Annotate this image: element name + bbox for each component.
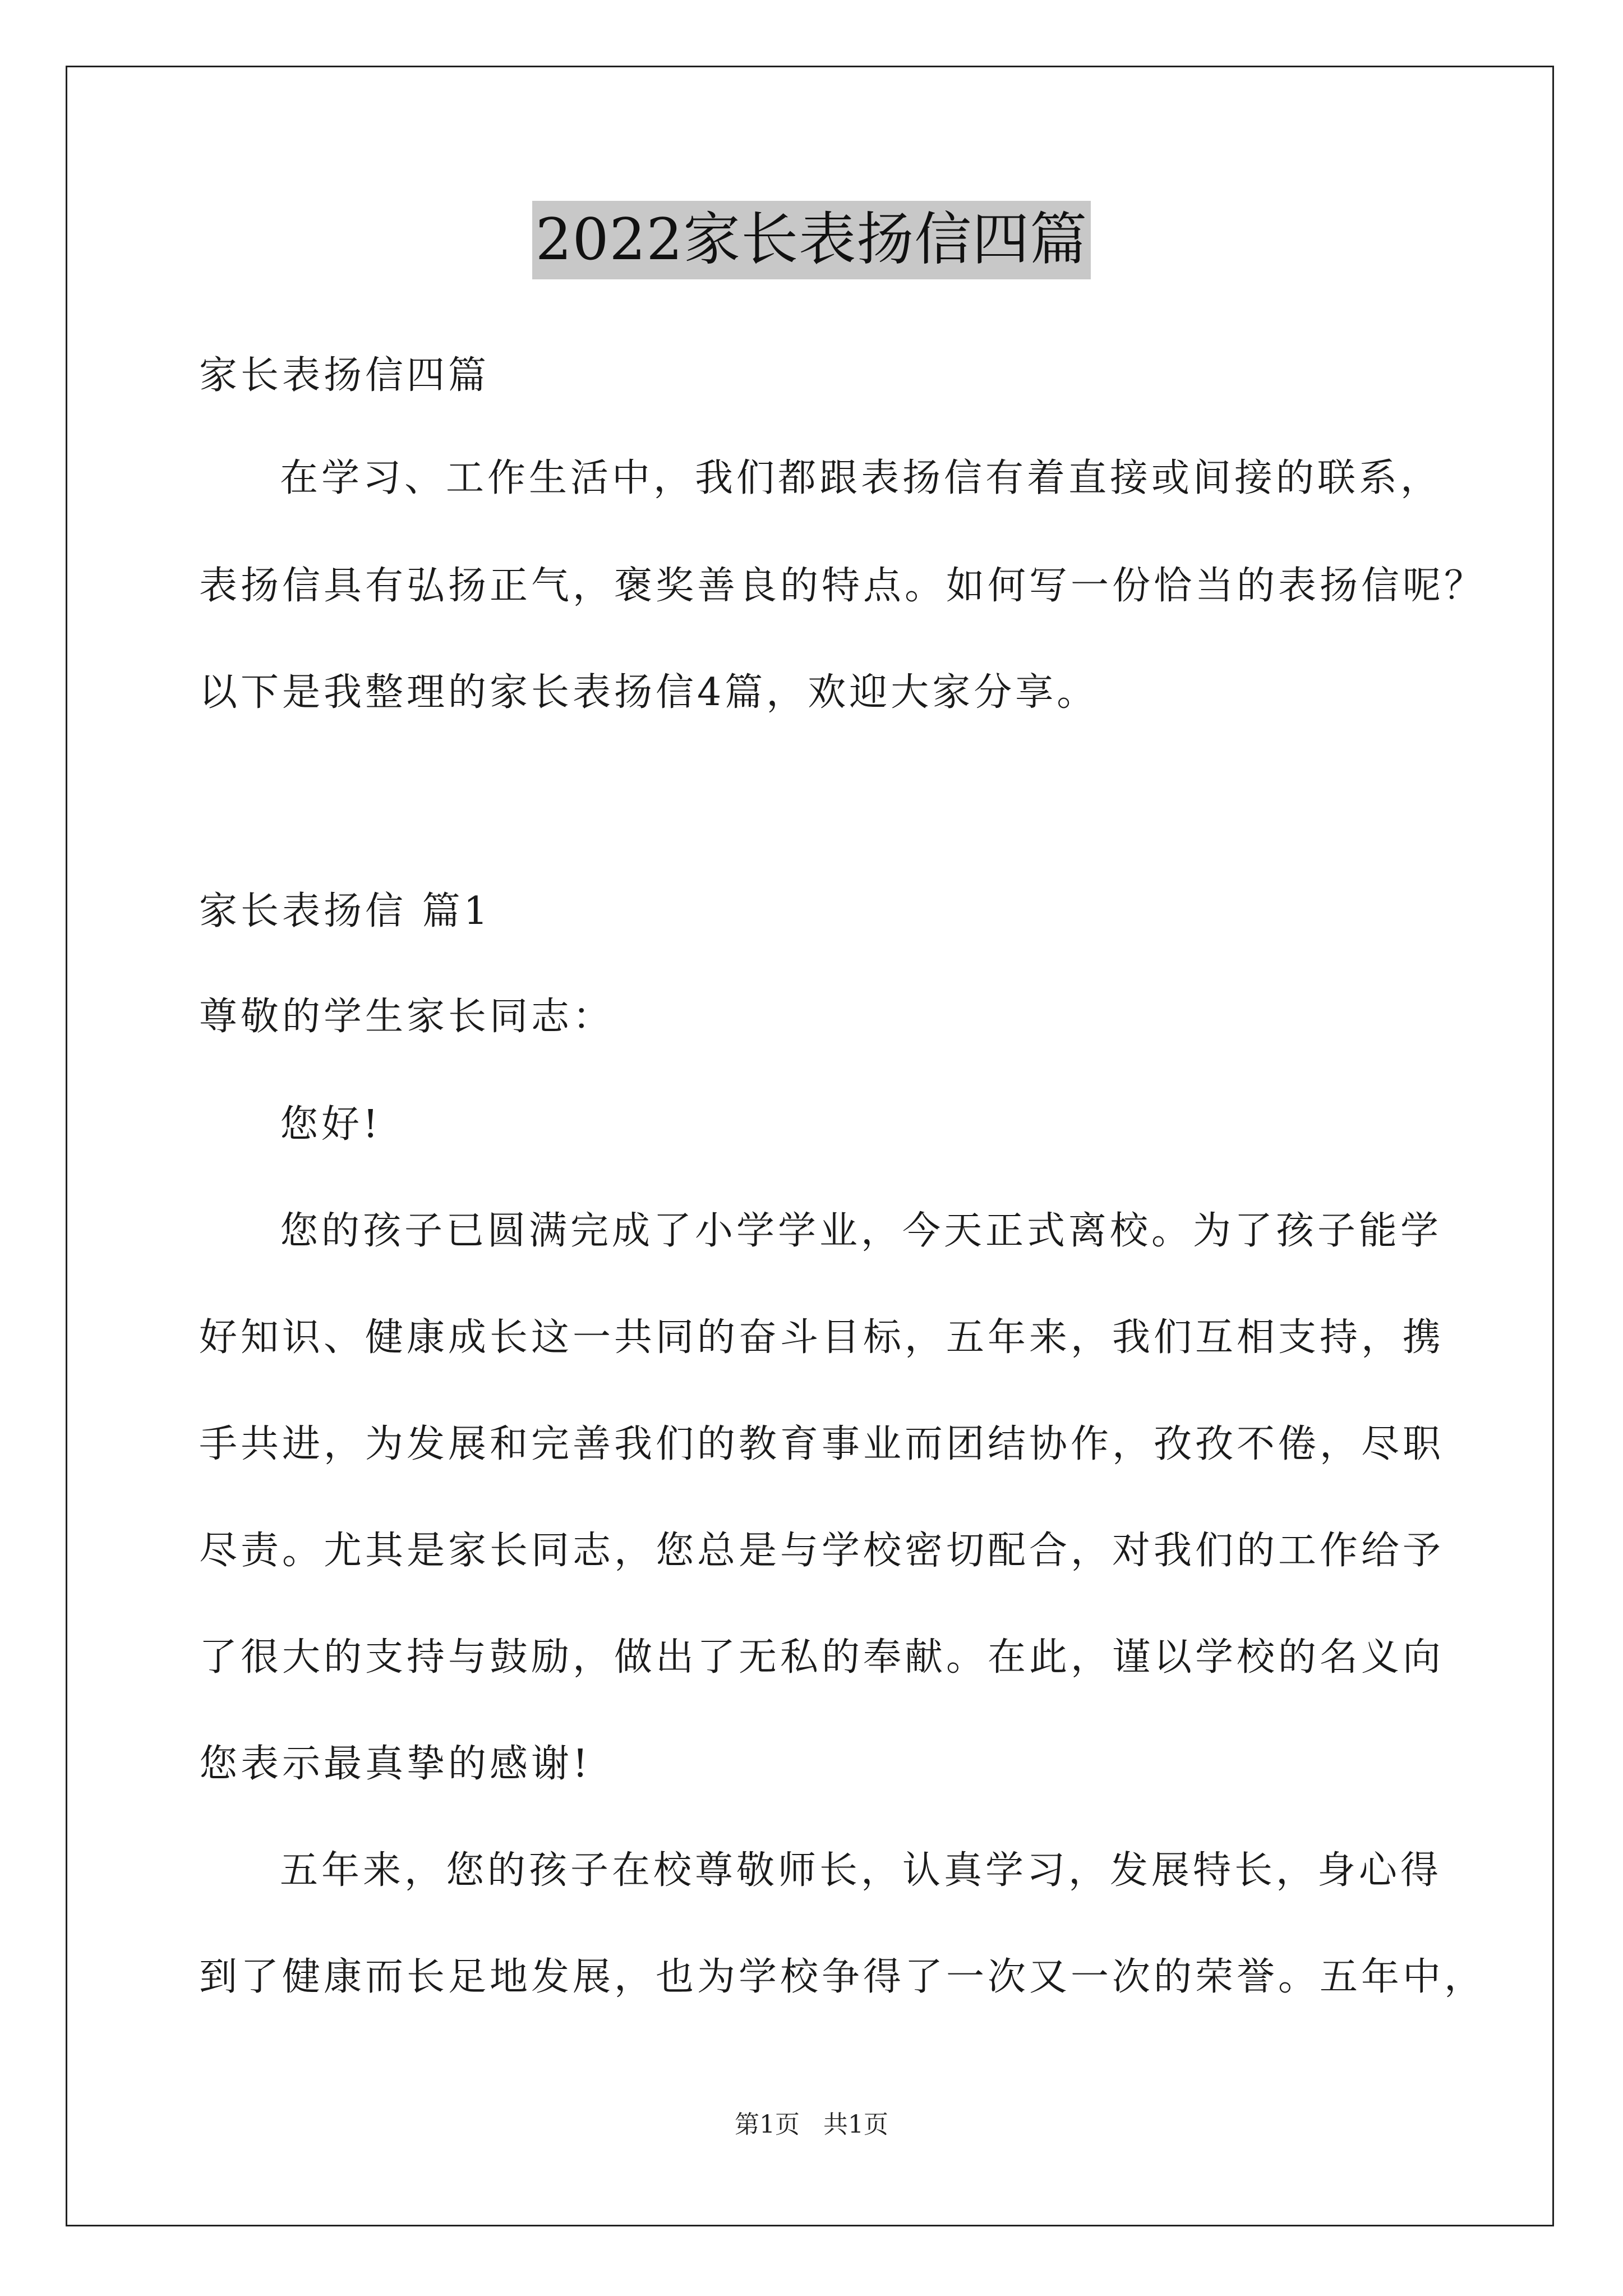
page-footer: 第1页 共1页 [735, 2110, 888, 2139]
paragraph-line: 到了健康而长足地发展，也为学校争得了一次又一次的荣誉。五年中， [199, 1955, 1486, 1999]
intro-line: 表扬信具有弘扬正气，褒奖善良的特点。如何写一份恰当的表扬信呢？ [199, 564, 1486, 608]
paragraph-line: 您的孩子已圆满完成了小学学业，今天正式离校。为了孩子能学 [280, 1209, 1442, 1253]
title-container [0, 201, 1623, 279]
paragraph-line: 好知识、健康成长这一共同的奋斗目标，五年来，我们互相支持，携 [199, 1315, 1445, 1360]
document-title: 2022家长表扬信四篇 [532, 201, 1091, 279]
section-heading: 家长表扬信 篇1 [199, 889, 491, 933]
paragraph-line: 五年来，您的孩子在校尊敬师长，认真学习，发展特长，身心得 [280, 1848, 1442, 1893]
greeting: 您好! [280, 1102, 382, 1147]
paragraph-line: 手共进，为发展和完善我们的教育事业而团结协作，孜孜不倦，尽职 [199, 1422, 1445, 1466]
salutation: 尊敬的学生家长同志： [199, 995, 615, 1039]
intro-line: 在学习、工作生活中，我们都跟表扬信有着直接或间接的联系， [280, 456, 1442, 500]
paragraph-line: 尽责。尤其是家长同志，您总是与学校密切配合，对我们的工作给予 [199, 1529, 1445, 1573]
document-subtitle: 家长表扬信四篇 [199, 353, 490, 398]
paragraph-line: 您表示最真挚的感谢! [199, 1742, 592, 1786]
paragraph-line: 了很大的支持与鼓励，做出了无私的奉献。在此，谨以学校的名义向 [199, 1635, 1445, 1680]
intro-line: 以下是我整理的家长表扬信4篇，欢迎大家分享。 [199, 670, 1099, 715]
